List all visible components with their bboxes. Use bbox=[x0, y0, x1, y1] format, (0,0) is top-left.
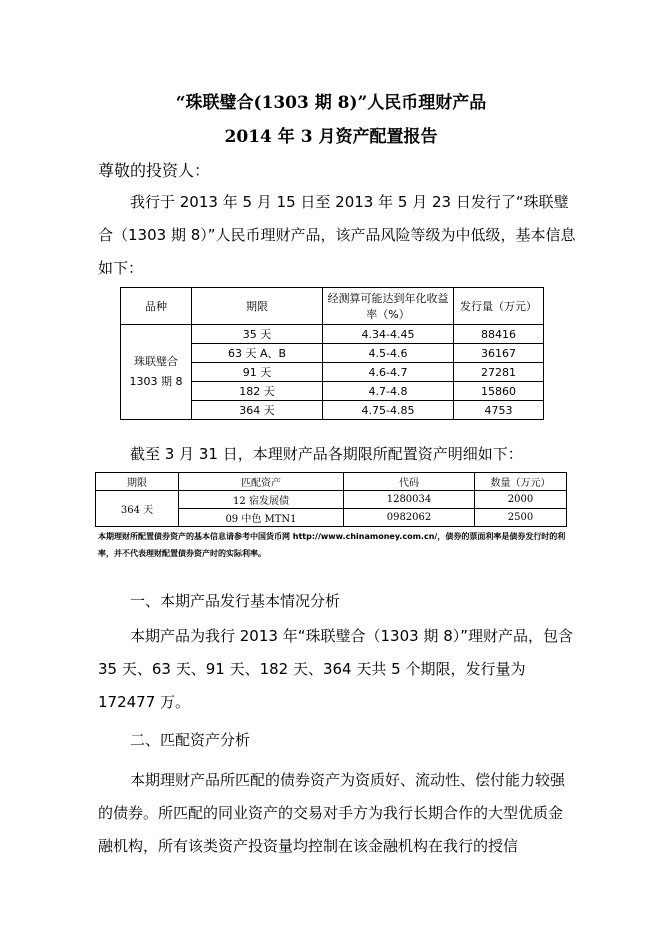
term-cell: 364 天 bbox=[192, 401, 323, 420]
term-cell: 91 天 bbox=[192, 363, 323, 382]
code-cell: 1280034 bbox=[344, 491, 475, 509]
header-product: 品种 bbox=[121, 288, 192, 325]
table-header-row bbox=[96, 473, 567, 491]
table-header-row bbox=[121, 288, 544, 325]
table-footnote: 本期理财所配置债券资产的基本信息请参考中国货币网 http://www.chinamoney.com.cn/，债券的票面利率是债券发行时的利率，并不代表理财配置债券资产时的实际利率。 bbox=[98, 532, 566, 558]
table-row bbox=[96, 491, 567, 509]
code-cell: 0982062 bbox=[344, 509, 475, 527]
header-term: 期限 bbox=[192, 288, 323, 325]
product-info-table bbox=[120, 287, 544, 420]
amount-cell: 2500 bbox=[475, 509, 567, 527]
amount-cell: 88416 bbox=[454, 325, 544, 344]
section1-heading: 一、本期产品发行基本情况分析 bbox=[130, 592, 341, 610]
yield-cell: 4.6-4.7 bbox=[323, 363, 454, 382]
report-title-line2: 2014 年 3 月资产配置报告 bbox=[224, 127, 438, 147]
table-row bbox=[121, 325, 544, 344]
term-cell: 182 天 bbox=[192, 382, 323, 401]
asset-cell: 09 中色 MTN1 bbox=[179, 509, 344, 527]
header-code: 代码 bbox=[344, 473, 475, 491]
asset-cell: 12 宿发展债 bbox=[179, 491, 344, 509]
yield-cell: 4.5-4.6 bbox=[323, 344, 454, 363]
yield-cell: 4.7-4.8 bbox=[323, 382, 454, 401]
amount-cell: 27281 bbox=[454, 363, 544, 382]
term-cell: 364 天 bbox=[96, 491, 179, 527]
report-title-line1: “珠联璧合(1303 期 8)”人民币理财产品 bbox=[175, 93, 487, 113]
header-term: 期限 bbox=[96, 473, 179, 491]
header-amount: 发行量（万元） bbox=[454, 288, 544, 325]
section1-paragraph: 本期产品为我行 2013 年“珠联璧合（1303 期 8）”理财产品，包含 35 天、63 天、91 天、182 天、364 天共 5 个期限，发行量为 172477 万。 bbox=[98, 627, 574, 711]
section2-paragraph: 本期理财产品所匹配的债券资产为资质好、流动性、偿付能力较强的债券。所匹配的同业资产的交易对手方为我行长期合作的大型优质金融机构，所有该类资产投资量均控制在该金融机构在我行的授信 bbox=[98, 771, 566, 855]
section2-heading: 二、匹配资产分析 bbox=[130, 731, 251, 749]
amount-cell: 4753 bbox=[454, 401, 544, 420]
greeting: 尊敬的投资人： bbox=[98, 161, 211, 180]
product-name-cell: 珠联璧合 1303 期 8 bbox=[121, 325, 192, 420]
amount-cell: 36167 bbox=[454, 344, 544, 363]
amount-cell: 2000 bbox=[475, 491, 567, 509]
asset-allocation-table bbox=[95, 472, 567, 527]
term-cell: 35 天 bbox=[192, 325, 323, 344]
header-amount: 数量（万元） bbox=[475, 473, 567, 491]
yield-cell: 4.75-4.85 bbox=[323, 401, 454, 420]
amount-cell: 15860 bbox=[454, 382, 544, 401]
term-cell: 63 天 A、B bbox=[192, 344, 323, 363]
yield-cell: 4.34-4.45 bbox=[323, 325, 454, 344]
asset-intro: 截至 3 月 31 日，本理财产品各期限所配置资产明细如下： bbox=[130, 445, 523, 463]
header-asset: 匹配资产 bbox=[179, 473, 344, 491]
header-yield: 经测算可能达到年化收益率（%） bbox=[323, 288, 454, 325]
intro-paragraph: 我行于 2013 年 5 月 15 日至 2013 年 5 月 23 日发行了“珠联璧合（1303 期 8）”人民币理财产品，该产品风险等级为中低级，基本信息如下： bbox=[98, 193, 576, 277]
